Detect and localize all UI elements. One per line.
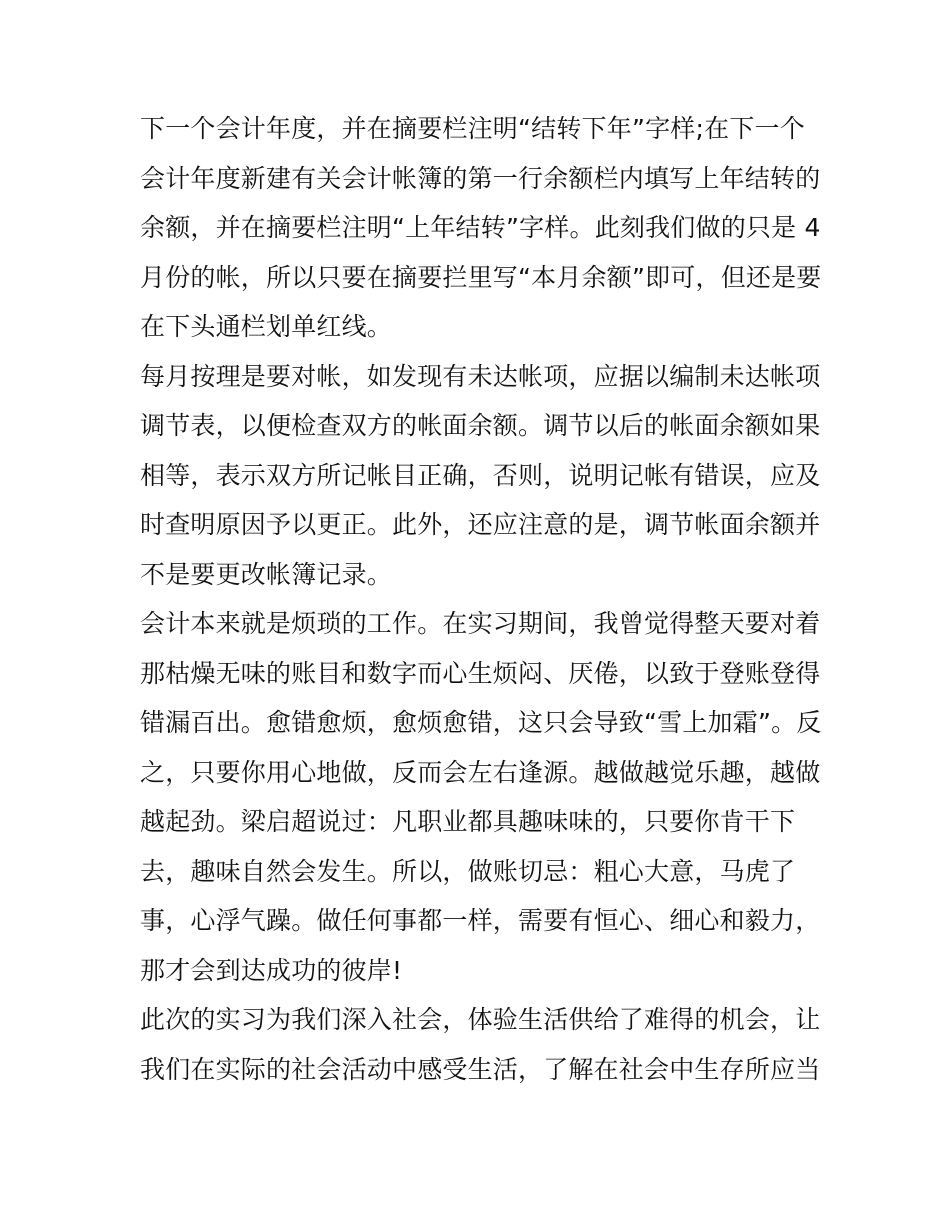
paragraph-year-end-carryover: [140, 104, 820, 352]
text-line: 在下头通栏划单红线。: [140, 312, 393, 341]
text-line: 时查明原因予以更正。此外，还应注意的是，调节帐面余额并: [140, 510, 821, 539]
text-line: 余额，并在摘要栏注明“上年结转”字样。此刻我们做的只是 4: [140, 213, 821, 242]
text-line: 我们在实际的社会活动中感受生活，了解在社会中生存所应当: [140, 1054, 821, 1084]
paragraph-internship-summary: [140, 995, 820, 1094]
text-line: 错漏百出。愈错愈烦，愈烦愈错，这只会导致“雪上加霜”。反: [140, 708, 822, 737]
text-line: 会计年度新建有关会计帐簿的第一行余额栏内填写上年结转的: [140, 163, 821, 193]
text-line: 事，心浮气躁。做任何事都一样，需要有恒心、细心和毅力，: [140, 906, 821, 935]
text-line: 每月按理是要对帐，如发现有未达帐项，应据以编制未达帐项: [140, 361, 821, 391]
text-line: 调节表，以便检查双方的帐面余额。调节以后的帐面余额如果: [140, 411, 821, 440]
document-body: [140, 104, 820, 1094]
text-line: 此次的实习为我们深入社会，体验生活供给了难得的机会，让: [140, 1005, 821, 1034]
text-line: 月份的帐，所以只要在摘要拦里写“本月余额”即可，但还是要: [140, 262, 822, 292]
text-line: 那才会到达成功的彼岸!: [140, 955, 403, 985]
text-line: 不是要更改帐簿记录。: [140, 559, 393, 589]
text-line: 会计本来就是烦琐的工作。在实习期间，我曾觉得整天要对着: [140, 609, 821, 638]
text-line: 那枯燥无味的账目和数字而心生烦闷、厌倦，以致于登账登得: [140, 658, 821, 688]
text-line: 越起劲。梁启超说过：凡职业都具趣味味的，只要你肯干下: [140, 807, 796, 836]
paragraph-reconciliation: [140, 352, 820, 600]
text-line: 之，只要你用心地做，反而会左右逢源。越做越觉乐趣，越做: [140, 757, 821, 787]
text-line: 去，趣味自然会发生。所以，做账切忌：粗心大意，马虎了: [140, 856, 796, 886]
text-line: 相等，表示双方所记帐目正确，否则，说明记帐有错误，应及: [140, 460, 821, 490]
paragraph-reflection: [140, 599, 820, 995]
text-line: 下一个会计年度，并在摘要栏注明“结转下年”字样;在下一个: [140, 114, 805, 143]
